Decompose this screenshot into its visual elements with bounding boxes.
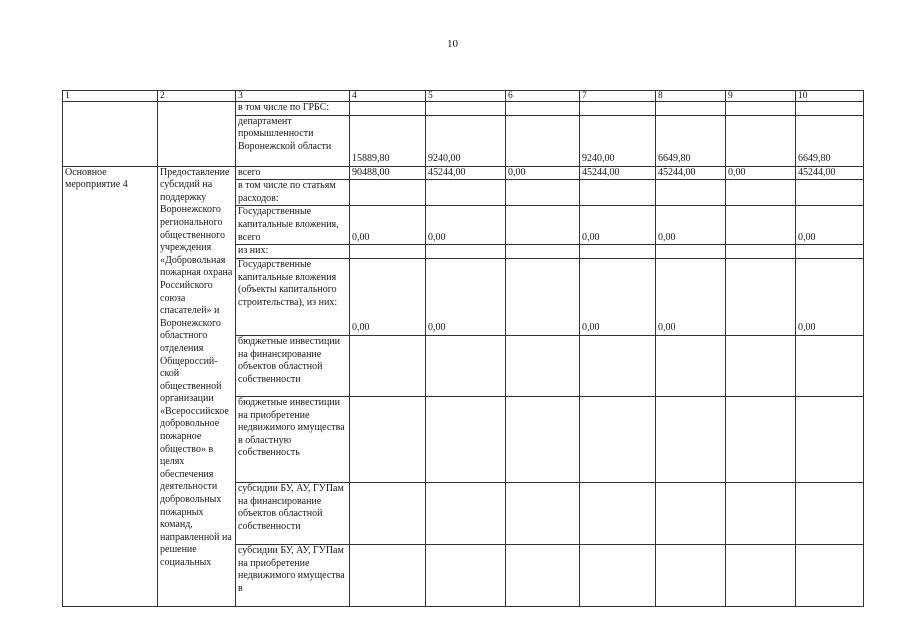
row-label: субсидии БУ, АУ, ГУПам на приобретение недвижимого имущества в xyxy=(236,544,350,606)
row-label: бюджетные инвестиции на финансирование объектов областной собственности xyxy=(236,335,350,396)
table-cell xyxy=(726,258,796,335)
column-number: 2 xyxy=(158,91,236,102)
activity-title: Основное мероприятие 4 xyxy=(63,166,158,606)
table-cell: 45244,00 xyxy=(796,166,864,180)
column-number: 1 xyxy=(63,91,158,102)
table-cell: 0,00 xyxy=(726,166,796,180)
table-cell: 0,00 xyxy=(796,258,864,335)
column-number: 5 xyxy=(426,91,506,102)
column-number: 10 xyxy=(796,91,864,102)
row-label: из них: xyxy=(236,245,350,259)
table-cell xyxy=(506,115,580,166)
table-cell: 45244,00 xyxy=(580,166,656,180)
column-number: 9 xyxy=(726,91,796,102)
table-row xyxy=(63,166,864,180)
column-number: 8 xyxy=(656,91,726,102)
row-label: Государственные капитальные вложения, всего xyxy=(236,206,350,245)
table-cell: 45244,00 xyxy=(426,166,506,180)
table-cell xyxy=(506,258,580,335)
table-cell xyxy=(726,206,796,245)
table-cell: 9240,00 xyxy=(426,115,506,166)
table-cell: 90488,00 xyxy=(350,166,426,180)
header-row xyxy=(63,91,864,102)
column-number: 4 xyxy=(350,91,426,102)
table-cell: 0,00 xyxy=(350,258,426,335)
row-label: всего xyxy=(236,166,350,180)
table-cell: 0,00 xyxy=(580,258,656,335)
table-cell: 0,00 xyxy=(580,206,656,245)
table-cell xyxy=(726,115,796,166)
table-cell: 0,00 xyxy=(426,206,506,245)
column-number: 7 xyxy=(580,91,656,102)
table-cell: 0,00 xyxy=(350,206,426,245)
row-label: в том числе по статьям расходов: xyxy=(236,180,350,206)
table-cell: 9240,00 xyxy=(580,115,656,166)
table-cell: 0,00 xyxy=(796,206,864,245)
row-label: субсидии БУ, АУ, ГУПам на финансирование объектов областной собственности xyxy=(236,482,350,544)
table-cell: 6649,80 xyxy=(796,115,864,166)
table-cell: 6649,80 xyxy=(656,115,726,166)
table-row xyxy=(63,115,864,166)
row-label: Государственные капитальные вложения (объекты капитального строительства), из них: xyxy=(236,258,350,335)
table-cell: 45244,00 xyxy=(656,166,726,180)
table-cell: 0,00 xyxy=(656,206,726,245)
column-number: 6 xyxy=(506,91,580,102)
table-cell: 0,00 xyxy=(506,166,580,180)
table-cell: 15889,80 xyxy=(350,115,426,166)
column-number: 3 xyxy=(236,91,350,102)
row-label: бюджетные инвестиции на приобретение недвижимого имущества в областную собственность xyxy=(236,396,350,482)
activity-description: Предоставление субсидий на поддержку Воронежского регионального общественного учреждения «Добровольная пожарная охрана Российского союза спасателей» и Воронежского областного отделения Общероссий-ской общественной организации «Всероссийское добровольное пожарное общество» в целях обеспечения деятельности добровольных пожарных команд, направленной на решение социальных xyxy=(158,166,236,606)
table-cell: 0,00 xyxy=(656,258,726,335)
row-label: в том числе по ГРБС: xyxy=(236,102,350,116)
table-cell xyxy=(506,206,580,245)
row-label: департамент промышленности Воронежской области xyxy=(236,115,350,166)
table-cell: 0,00 xyxy=(426,258,506,335)
budget-table xyxy=(62,90,864,607)
page-number: 10 xyxy=(447,38,458,50)
table-row xyxy=(63,102,864,116)
